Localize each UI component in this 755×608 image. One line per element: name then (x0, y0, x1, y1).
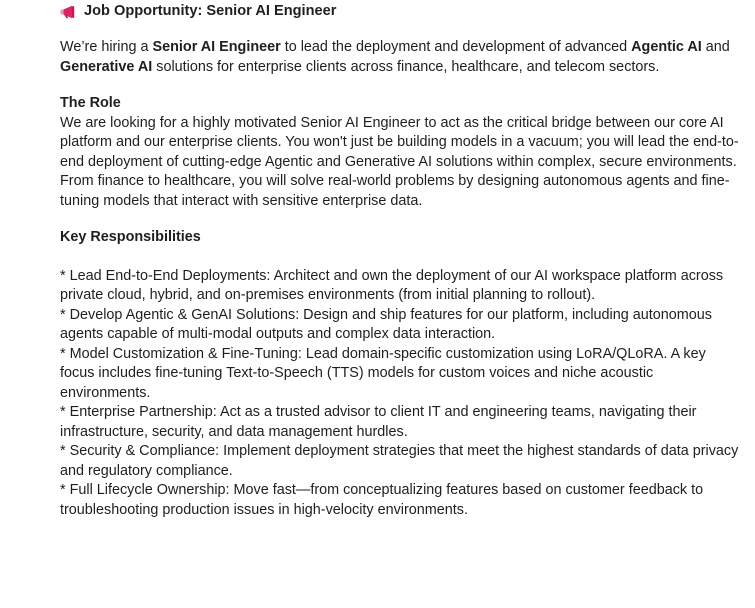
role-heading: The Role (60, 95, 121, 111)
list-item: * Enterprise Partnership: Act as a trusted advisor to client IT and engineering teams, navigating their infrastructure, security, and data management hurdles. (60, 404, 697, 440)
title-line (60, 1, 740, 22)
megaphone-icon (60, 5, 77, 19)
intro-text: We’re hiring a (60, 39, 153, 55)
responsibilities-list (60, 267, 740, 521)
intro-bold-generative: Generative AI (60, 58, 153, 75)
list-item: * Develop Agentic & GenAI Solutions: Design and ship features for our platform, including autonomous agents capable of multi-modal outputs and complex data interaction. (60, 306, 712, 342)
responsibilities-heading: Key Responsibilities (60, 229, 201, 245)
intro-text: to lead the deployment and development of advanced (280, 39, 632, 55)
job-post (60, 1, 740, 520)
list-item: * Lead End-to-End Deployments: Architect and own the deployment of our AI workspace platform across private cloud, hybrid, and on-premises environments (from initial planning to rollout). (60, 267, 724, 303)
intro-bold-role: Senior AI Engineer (152, 39, 281, 55)
list-item: * Model Customization & Fine-Tuning: Lead domain-specific customization using LoRA/QLoRA. A key focus includes fine-tuning Text-to-Speech (TTS) models for custom voices and niche acoustic environments. (60, 345, 706, 401)
role-paragraph-2: From finance to healthcare, you will solve real-world problems by designing autonomous agents and fine-tuning models that interact with sensitive enterprise data. (60, 173, 730, 209)
list-item: * Security & Compliance: Implement deployment strategies that meet the highest standards of data privacy and regulatory compliance. (60, 443, 739, 479)
intro-paragraph (60, 38, 740, 77)
role-paragraph-1: We are looking for a highly motivated Senior AI Engineer to act as the critical bridge between our core AI platform and our enterprise clients. You won't just be building models in a vacuum; you will lead the end-to-end deployment of cutting-edge Agentic and Generative AI solutions within complex, secure environments. (60, 114, 739, 170)
page-title: Job Opportunity: Senior AI Engineer (84, 3, 337, 19)
list-item: * Full Lifecycle Ownership: Move fast—from conceptualizing features based on customer feedback to troubleshooting production issues in high-velocity environments. (60, 482, 704, 518)
intro-text: and (701, 39, 730, 55)
intro-bold-agentic: Agentic AI (631, 39, 702, 55)
intro-text: solutions for enterprise clients across finance, healthcare, and telecom sectors. (152, 58, 660, 75)
